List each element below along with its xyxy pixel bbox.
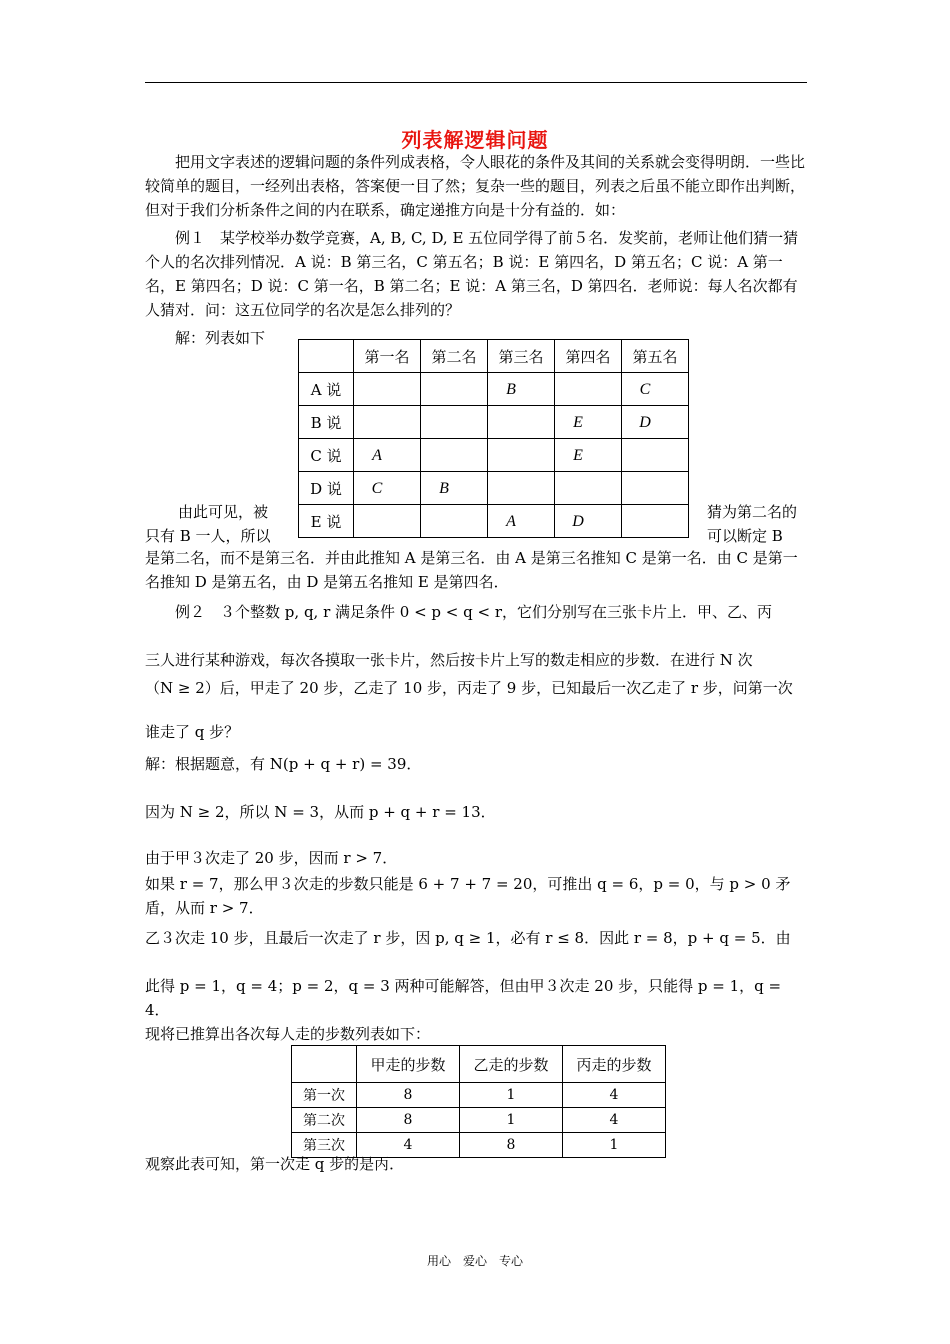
table-row xyxy=(299,472,689,505)
table-cell xyxy=(622,472,689,505)
example2-line4: 谁走了 q 步？ xyxy=(145,723,240,741)
table-cell: D xyxy=(555,505,622,538)
header-cell: 第五名 xyxy=(622,340,689,373)
header-cell: 第三名 xyxy=(488,340,555,373)
table-row xyxy=(299,439,689,472)
steps-table xyxy=(291,1045,666,1158)
table-cell: C xyxy=(354,472,421,505)
row-label: B 说 xyxy=(299,406,354,439)
example2-text1: ３个整数 p, q, r 满足条件 0 < p < q < r，它们分别写在三张卡片上．甲、乙、丙 xyxy=(220,603,773,621)
header-cell xyxy=(292,1046,357,1083)
table-cell xyxy=(488,472,555,505)
table-cell: E xyxy=(555,406,622,439)
conclusion-right xyxy=(707,500,807,548)
table-cell xyxy=(622,439,689,472)
guess-table-header xyxy=(299,340,689,373)
table-cell xyxy=(421,439,488,472)
example2-label: 例２ xyxy=(175,603,206,621)
table-cell xyxy=(555,373,622,406)
row-label: 第二次 xyxy=(292,1108,357,1133)
header-cell: 甲走的步数 xyxy=(357,1046,460,1083)
table-cell xyxy=(488,406,555,439)
table-cell xyxy=(622,505,689,538)
guess-table xyxy=(298,339,689,538)
solution-step6: 此得 p = 1，q = 4；p = 2，q = 3 两种可能解答，但由甲３次走 20 步，只能得 p = 1，q = 4． xyxy=(145,977,782,1019)
page-footer: 用心 爱心 专心 xyxy=(426,1254,523,1268)
table-cell xyxy=(354,505,421,538)
row-label: A 说 xyxy=(299,373,354,406)
steps-table-header xyxy=(292,1046,666,1083)
row-label: E 说 xyxy=(299,505,354,538)
solution-step4: 如果 r = 7，那么甲３次走的步数只能是 6 + 7 + 7 = 20，可推出 q = 6，p = 0，与 p > 0 矛盾，从而 r > 7． xyxy=(145,875,791,917)
table-cell xyxy=(421,373,488,406)
conclusion-right-line1: 猜为第二名的 xyxy=(707,503,798,521)
table-row xyxy=(299,505,689,538)
example2-line1 xyxy=(145,600,807,624)
solution-step1: 解：根据题意，有 N(p + q + r) = 39． xyxy=(145,755,422,773)
example1-label: 例１ xyxy=(175,229,206,247)
intro-paragraph: 把用文字表述的逻辑问题的条件列成表格，令人眼花的条件及其间的关系就会变得明朗．一些比较简单的题目，一经列出表格，答案便一目了然；复杂一些的题目，列表之后虽不能立即作出判断，但对于我们分析条件之间的内在联系，确定递推方向是十分有益的．如： xyxy=(145,153,806,219)
table-cell: 1 xyxy=(460,1108,563,1133)
header-cell: 第四名 xyxy=(555,340,622,373)
example2-line3: （N ≥ 2）后，甲走了 20 步，乙走了 10 步，丙走了 9 步，已知最后一次乙走了 r 步，问第一次 xyxy=(145,679,793,697)
example1-text xyxy=(145,226,807,322)
table-cell: 8 xyxy=(460,1133,563,1158)
table-row xyxy=(299,406,689,439)
table-cell: 4 xyxy=(357,1133,460,1158)
header-cell: 乙走的步数 xyxy=(460,1046,563,1083)
table-cell xyxy=(421,505,488,538)
table-row xyxy=(292,1083,666,1108)
header-cell: 丙走的步数 xyxy=(563,1046,666,1083)
row-label: 第一次 xyxy=(292,1083,357,1108)
table-cell: 4 xyxy=(563,1108,666,1133)
solution-step5: 乙３次走 10 步，且最后一次走了 r 步，因 p, q ≥ 1，必有 r ≤ 8．因此 r = 8，p + q = 5．由 xyxy=(145,929,791,947)
table-row xyxy=(299,373,689,406)
table-cell: 8 xyxy=(357,1083,460,1108)
row-label: D 说 xyxy=(299,472,354,505)
page-title: 列表解逻辑问题 xyxy=(401,128,549,152)
conclusion-paragraph: 是第二名，而不是第三名．并由此推知 A 是第三名．由 A 是第三名推知 C 是第一名．由 C 是第一名推知 D 是第五名，由 D 是第五名推知 E 是第四名． xyxy=(145,549,798,591)
header-cell: 第二名 xyxy=(421,340,488,373)
solution-step7: 现将已推算出各次每人走的步数列表如下： xyxy=(145,1025,431,1043)
header-cell xyxy=(299,340,354,373)
table-cell: 1 xyxy=(563,1133,666,1158)
row-label: 第三次 xyxy=(292,1133,357,1158)
table-cell xyxy=(555,472,622,505)
header-cell: 第一名 xyxy=(354,340,421,373)
solution-intro: 解：列表如下 xyxy=(175,329,266,347)
example1-body: 某学校举办数学竞赛，A, B, C, D, E 五位同学得了前５名．发奖前，老师让他们猜一猜个人的名次排列情况．A 说：B 第三名，C 第五名；B 说：E 第四名，D 第五名；C 说：A 第一名，E 第四名；D 说：C 第一名，B 第二名；E 说：A 第三名，D 第四名．老师说：每人名次都有人猜对．问：这五位同学的名次是怎么排列的？ xyxy=(145,229,799,319)
table-cell: B xyxy=(421,472,488,505)
conclusion-right-line2: 可以断定 B xyxy=(707,527,783,545)
table-cell: B xyxy=(488,373,555,406)
header-rule xyxy=(145,82,807,83)
solution-step2: 因为 N ≥ 2，所以 N = 3，从而 p + q + r = 13． xyxy=(145,803,496,821)
table-cell: A xyxy=(488,505,555,538)
conclusion-left-line1: 由此可见，被 xyxy=(178,503,269,521)
table-cell: 8 xyxy=(357,1108,460,1133)
table-cell xyxy=(354,373,421,406)
final-statement: 观察此表可知，第一次走 q 步的是丙． xyxy=(145,1155,405,1173)
conclusion-left xyxy=(145,500,290,548)
table-cell xyxy=(354,406,421,439)
table-cell xyxy=(421,406,488,439)
conclusion-left-line2: 只有 B 一人，所以 xyxy=(145,527,271,545)
table-cell: 4 xyxy=(563,1083,666,1108)
row-label: C 说 xyxy=(299,439,354,472)
table-cell: D xyxy=(622,406,689,439)
table-cell: C xyxy=(622,373,689,406)
table-row xyxy=(292,1108,666,1133)
table-cell xyxy=(488,439,555,472)
table-cell: 1 xyxy=(460,1083,563,1108)
example2-line2: 三人进行某种游戏，每次各摸取一张卡片，然后按卡片上写的数走相应的步数．在进行 N 次 xyxy=(145,651,753,669)
solution-step3: 由于甲３次走了 20 步，因而 r > 7． xyxy=(145,849,398,867)
table-cell: A xyxy=(354,439,421,472)
table-cell: E xyxy=(555,439,622,472)
